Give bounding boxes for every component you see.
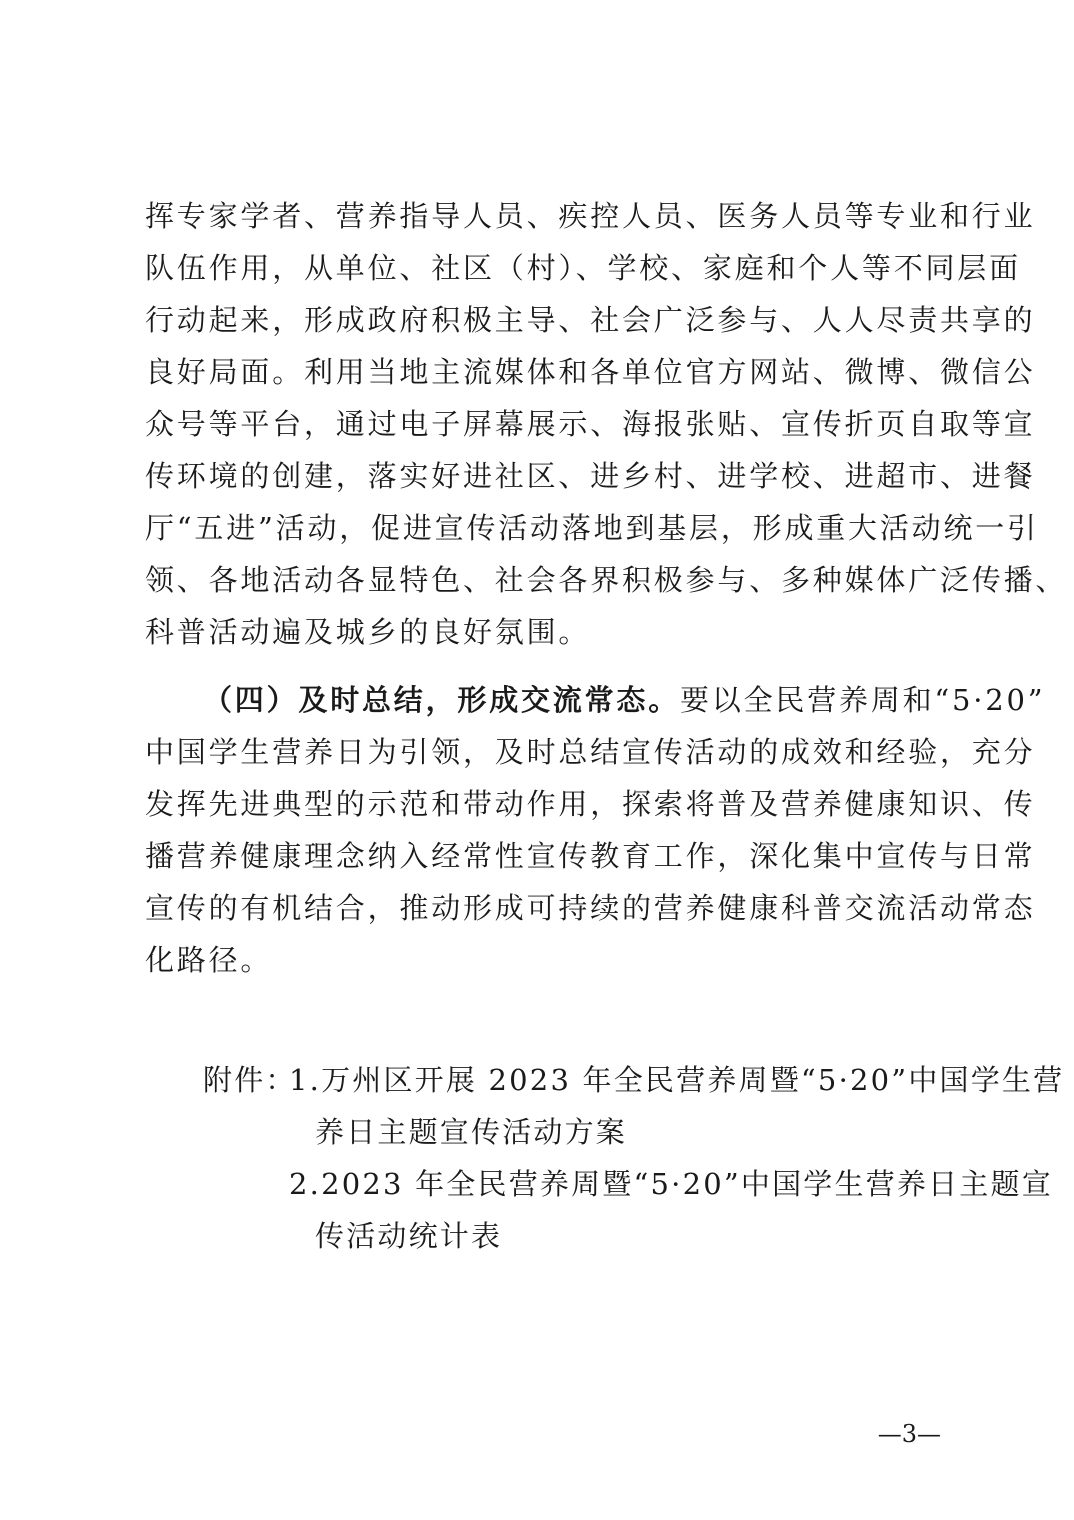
body-text-line: 科普活动遍及城乡的良好氛围。	[145, 615, 591, 649]
body-text-line: 众号等平台，通过电子屏幕展示、海报张贴、宣传折页自取等宣	[145, 407, 1036, 441]
section-four-first-line-rest: 要以全民营养周和“5·20”	[680, 683, 1046, 717]
section-four-first-line	[203, 680, 1046, 720]
body-text-line: 挥专家学者、营养指导人员、疾控人员、医务人员等专业和行业	[145, 199, 1036, 233]
attachment-item-2: 2.2023 年全民营养周暨“5·20”中国学生营养日主题宣	[289, 1167, 1053, 1201]
body-text-line: 领、各地活动各显特色、社会各界积极参与、多种媒体广泛传播、	[145, 563, 1068, 597]
page-number: —3—	[877, 1420, 941, 1448]
body-text-line: 播营养健康理念纳入经常性宣传教育工作，深化集中宣传与日常	[145, 839, 1036, 873]
body-text-line: 队伍作用，从单位、社区（村）、学校、家庭和个人等不同层面	[145, 251, 1021, 285]
body-text-line: 传环境的创建，落实好进社区、进乡村、进学校、进超市、进餐	[145, 459, 1036, 493]
body-text-line: 良好局面。利用当地主流媒体和各单位官方网站、微博、微信公	[145, 355, 1036, 389]
body-text-line: 厅“五进”活动，促进宣传活动落地到基层，形成重大活动统一引	[145, 511, 1039, 545]
body-text-line: 中国学生营养日为引领，及时总结宣传活动的成效和经验，充分	[145, 735, 1036, 769]
body-text-line: 发挥先进典型的示范和带动作用，探索将普及营养健康知识、传	[145, 787, 1036, 821]
attachment-item-1: 1.万州区开展 2023 年全民营养周暨“5·20”中国学生营	[289, 1063, 1065, 1097]
attachment-item-2-continued: 传活动统计表	[315, 1219, 503, 1253]
attachments-label: 附件：	[203, 1063, 297, 1097]
attachment-item-1-continued: 养日主题宣传活动方案	[315, 1115, 628, 1149]
body-text-line: 宣传的有机结合，推动形成可持续的营养健康科普交流活动常态	[145, 891, 1036, 925]
section-four-heading: （四）及时总结，形成交流常态。	[203, 683, 681, 717]
body-text-line: 行动起来，形成政府积极主导、社会广泛参与、人人尽责共享的	[145, 303, 1036, 337]
body-text-line: 化路径。	[145, 943, 273, 977]
